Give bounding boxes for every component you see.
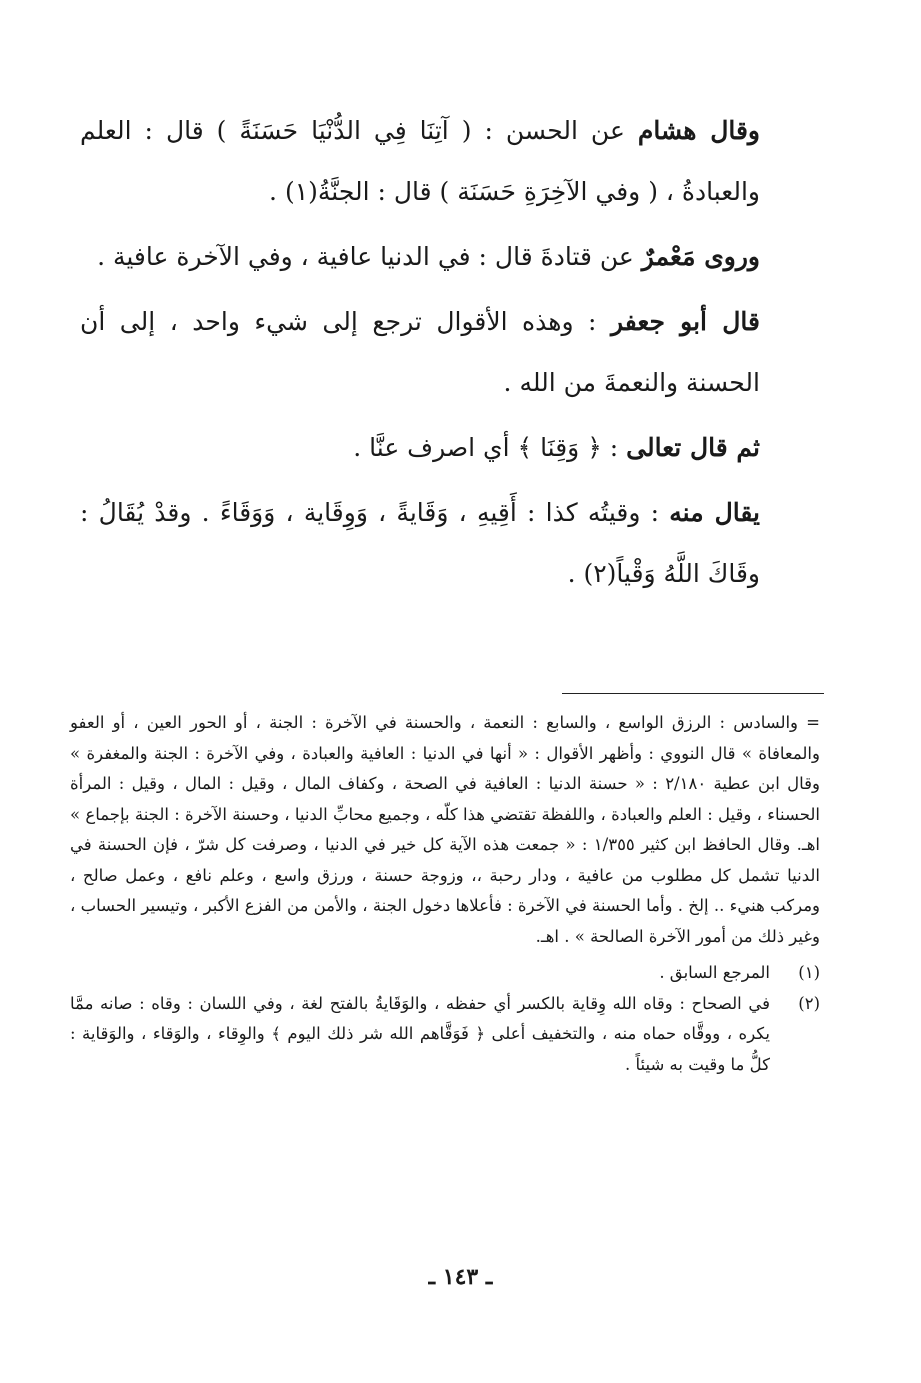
paragraph-yuqal <box>80 482 760 604</box>
footnote-number: (١) <box>798 963 820 982</box>
paragraph-lead: وقال هشام <box>637 116 761 145</box>
paragraph-waqina <box>80 417 760 478</box>
paragraph-body: : وقيتُه كذا : أَقِيهِ ، وَقَايةً ، وَوِقَاية ، وَوَقَاءً . وقدْ يُقَالُ : وقَاكَ اللَّهُ وَقْياً(٢) . <box>80 498 760 588</box>
paragraph-body: عن الحسن : ( آتِنَا فِي الدُّنْيَا حَسَنَةً ) قال : العلم والعبادةُ ، ( وفي الآخِرَةِ حَسَنَة ) قال : الجنَّةُ(١) . <box>80 116 760 206</box>
page-number: ـ ١٤٣ ـ <box>428 1264 493 1290</box>
paragraph-lead: ثم قال تعالى <box>626 433 760 462</box>
footnote-text: المرجع السابق . <box>659 963 770 982</box>
footnote-1 <box>70 958 820 989</box>
paragraph-body: عن قتادةَ قال : في الدنيا عافية ، وفي الآخرة عافية . <box>97 242 642 271</box>
footnote-continuation: = والسادس : الرزق الواسع ، والسابع : النعمة ، والحسنة في الآخرة : الجنة ، أو الحور العين ، أو العفو والمعافاة » قال النووي : وأظهر الأقوال : « أنها في الدنيا : العافية والعبادة ، وفي الآخرة : الجنة والمغفرة » وقال ابن عطية ٢/١٨٠ : « حسنة الدنيا : العافية في الصحة ، وكفاف المال ، وقيل : المال ، وقيل : المرأة الحسناء ، وقيل : العلم والعبادة ، واللفظة تقتضي هذا كلّه ، وجميع محابِّ الدنيا ، وحسنة الآخرة : الجنة بإجماع » اهـ. وقال الحافظ ابن كثير ١/٣٥٥ : « جمعت هذه الآية كل خير في الدنيا ، وصرفت كل شرّ ، فإن الحسنة في الدنيا تشمل كل مطلوب من عافية ، ودار رحبة ،، وزوجة حسنة ، ورزق واسع ، وعلم نافع ، وعمل صالح ، ومركب هنيء .. إلخ . وأما الحسنة في الآخرة : فأعلاها دخول الجنة ، والأمن من الفزع الأكبر ، وتيسير الحساب ، وغير ذلك من أمور الآخرة الصالحة » . اهـ. <box>70 713 821 946</box>
paragraph-body: : ﴿ وَقِنَا ﴾ أي اصرف عنَّا . <box>353 433 627 462</box>
paragraph-hisham <box>80 100 760 222</box>
paragraph-body: : وهذه الأقوال ترجع إلى شيء واحد ، إلى أن الحسنة والنعمةَ من الله . <box>80 307 760 397</box>
footnotes <box>70 708 820 1080</box>
paragraph-abu-jafar <box>80 291 760 413</box>
footnote-text: في الصحاح : وقاه الله وِقاية بالكسر أي حفظه ، والوَقَايةُ بالفتح لغة ، وفي اللسان : وقاه : صانه ممَّا يكره ، ووقَّاه حماه منه ، والتخفيف أعلى ﴿ فَوَقَّاهم الله شر ذلك اليوم ﴾ والوِقاء ، والوَقاء ، والوَقاية : كلُّ ما وقيت به شيئاً . <box>70 993 770 1074</box>
footnote-number: (٢) <box>798 993 820 1013</box>
paragraph-lead: قال أبو جعفر <box>610 307 760 336</box>
paragraph-mamar <box>80 226 760 287</box>
paragraph-lead: وروى مَعْمرٌ <box>641 242 760 271</box>
footnote-2 <box>70 989 820 1081</box>
main-text <box>80 100 760 608</box>
paragraph-lead: يقال منه <box>669 498 760 527</box>
footnote-separator <box>562 693 824 694</box>
